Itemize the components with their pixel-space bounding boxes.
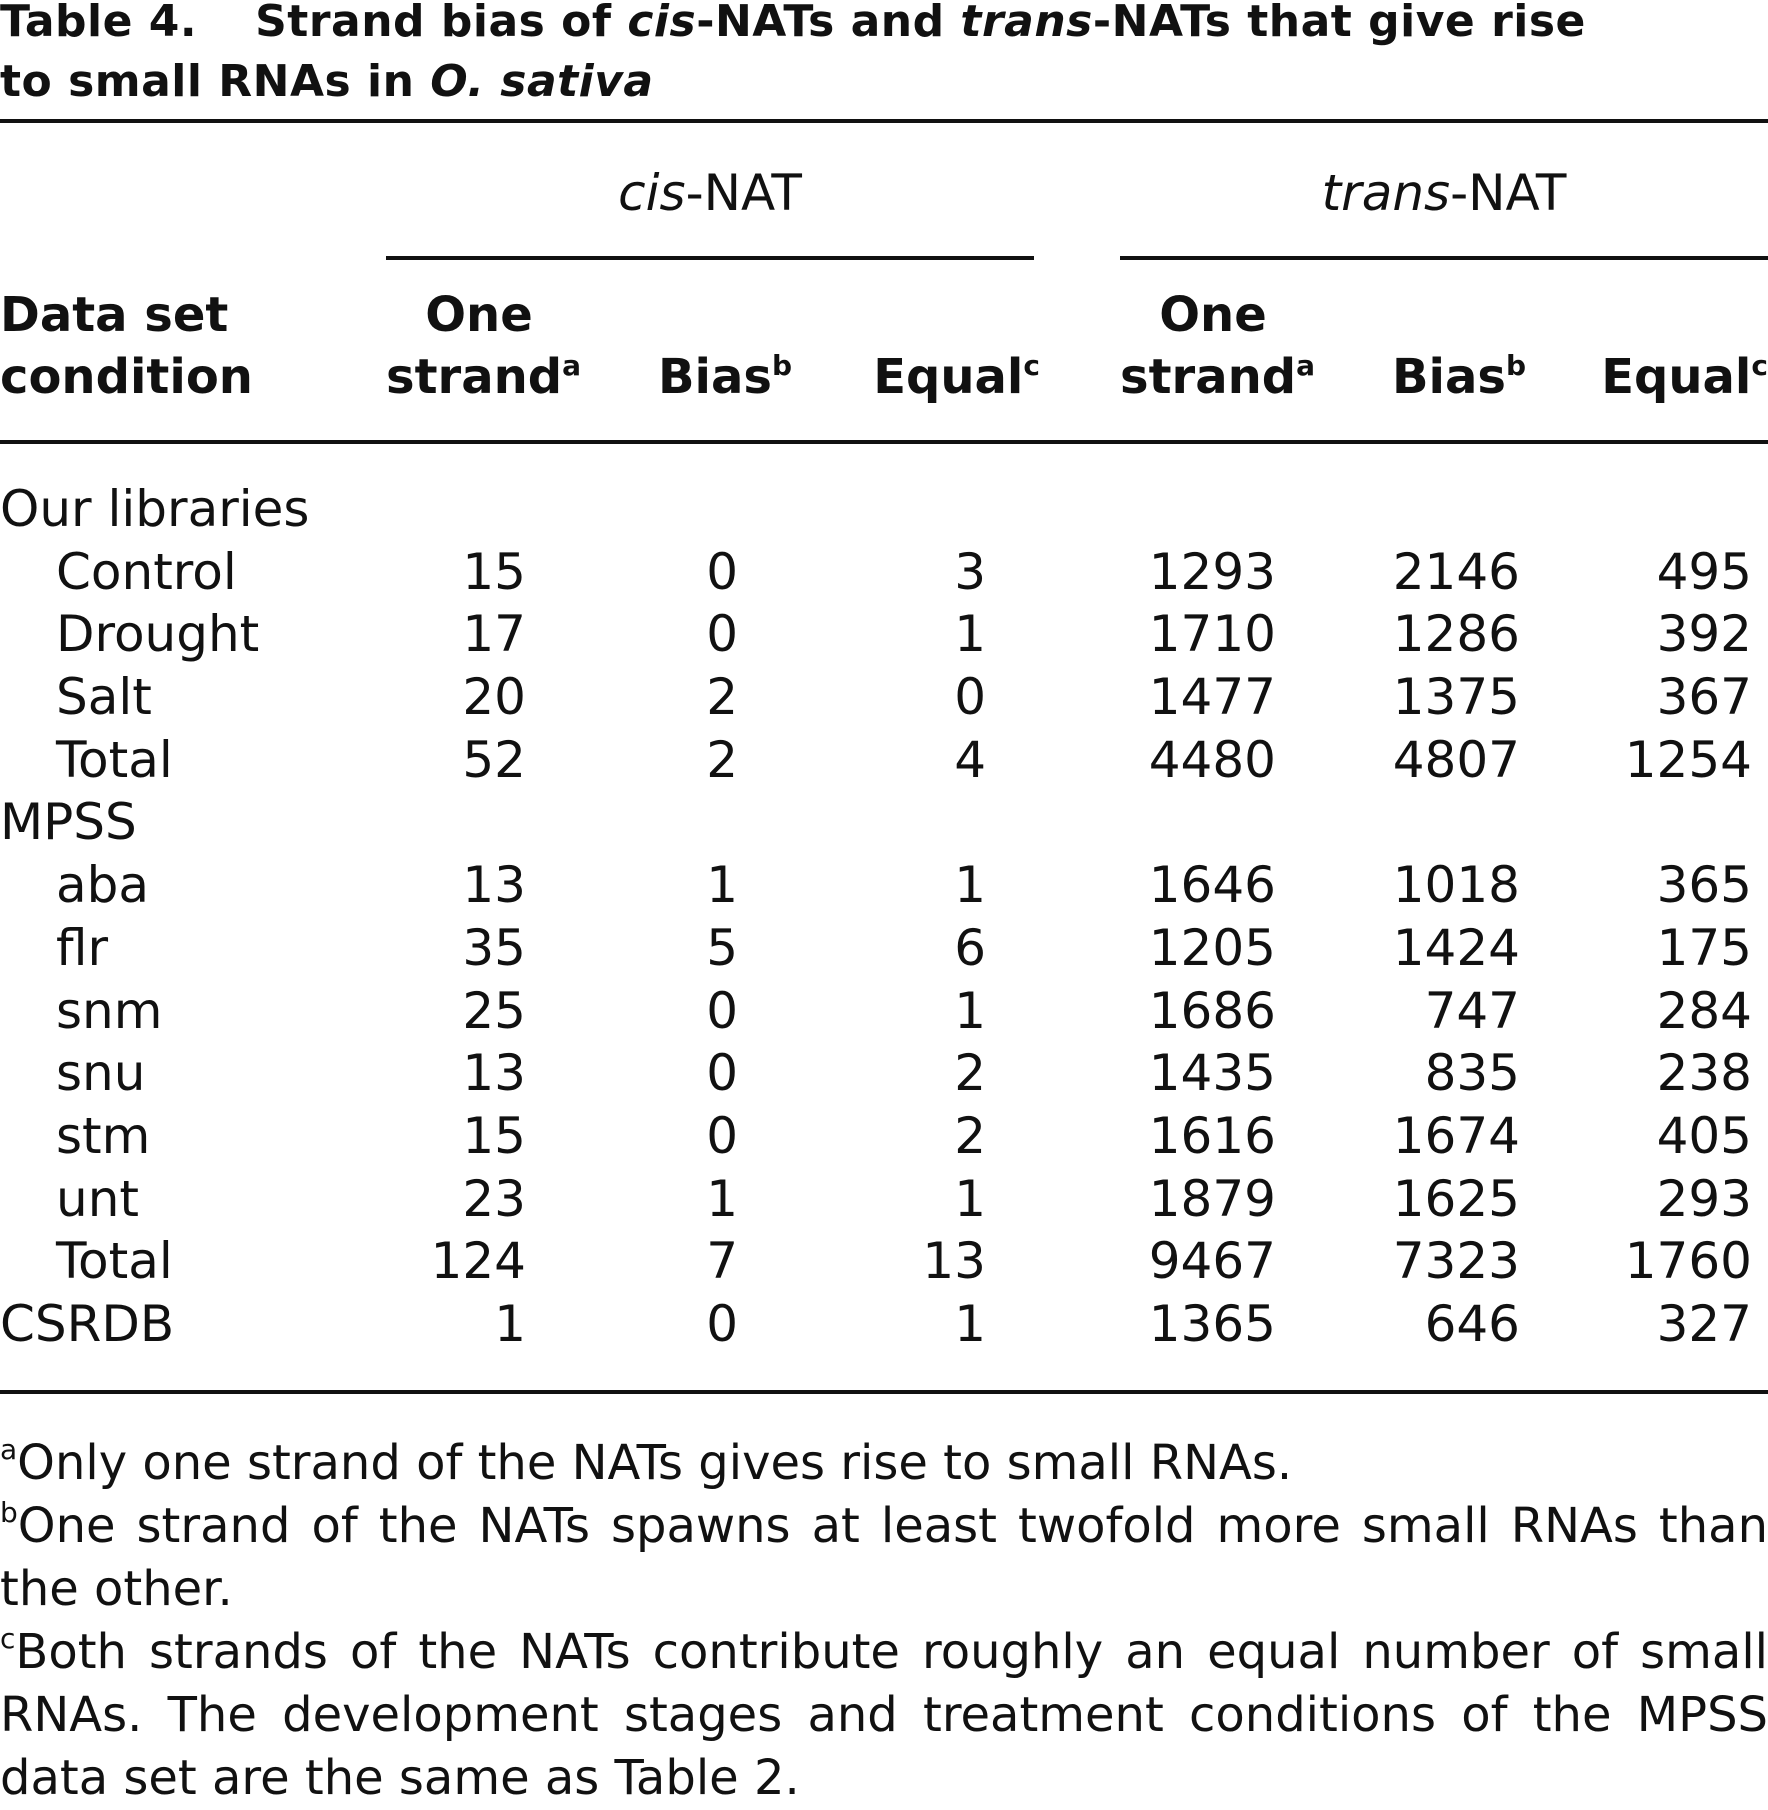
- dataset-header-line1: Data set: [0, 287, 229, 343]
- trans-equal-value: 327: [1656, 1294, 1752, 1353]
- column-header-trans-equal: [1596, 346, 1768, 408]
- trans-bias-value: 1674: [1392, 1106, 1520, 1165]
- table-row: [0, 666, 1768, 729]
- trans-one-footnote-mark: a: [1296, 349, 1316, 382]
- header-rule: [0, 440, 1768, 444]
- row-label: Total: [56, 730, 173, 789]
- cis-one-strand-value: 124: [430, 1232, 526, 1291]
- trans-bias-value: 1375: [1392, 668, 1520, 727]
- trans-bias-value: 2146: [1392, 542, 1520, 601]
- row-label: stm: [56, 1106, 151, 1165]
- group-header-cis-nat: [386, 158, 1034, 228]
- trans-one-line1: One: [1159, 287, 1267, 343]
- table-row: [0, 1168, 1768, 1231]
- dataset-header-line2: condition: [0, 349, 253, 405]
- trans-one-strand-value: 1616: [1148, 1106, 1276, 1165]
- cis-one-line2: [386, 346, 582, 408]
- trans-equal-value: 367: [1656, 668, 1752, 727]
- cis-bias-text: Bias: [657, 349, 772, 405]
- title-line2-text: to small RNAs in: [0, 56, 431, 107]
- trans-bias-value: 835: [1424, 1044, 1520, 1103]
- cis-one-strand-value: 17: [462, 605, 526, 664]
- table-row: [0, 917, 1768, 980]
- title-line2: [0, 52, 1768, 112]
- trans-equal-value: 293: [1656, 1169, 1752, 1228]
- footnote-c-mark: c: [0, 1622, 16, 1655]
- cis-one-strand-value: 35: [462, 918, 526, 977]
- table-row: [0, 478, 1768, 541]
- column-header-cis-one-strand: [386, 284, 582, 408]
- trans-one-strand-value: 1646: [1148, 856, 1276, 915]
- footnote-a-mark: a: [0, 1433, 18, 1466]
- trans-bias-text: Bias: [1391, 349, 1506, 405]
- bottom-rule: [0, 1390, 1768, 1394]
- row-label: Salt: [56, 668, 152, 727]
- table-body: [0, 478, 1768, 1356]
- trans-one-strand-value: 1205: [1148, 918, 1276, 977]
- trans-one-strand-value: 1710: [1148, 605, 1276, 664]
- cis-equal-value: 1: [954, 856, 986, 915]
- cis-equal-footnote-mark: c: [1023, 349, 1040, 382]
- cis-equal-value: 3: [954, 542, 986, 601]
- cis-bias-value: 1: [706, 856, 738, 915]
- cis-equal-value: 4: [954, 730, 986, 789]
- title-text-part1: Strand bias of: [255, 0, 628, 47]
- cis-bias-value: 0: [706, 1044, 738, 1103]
- table-row: [0, 1230, 1768, 1293]
- group-rule-cis: [386, 256, 1034, 260]
- cis-one-strand-value: 13: [462, 856, 526, 915]
- trans-equal-value: 1254: [1624, 730, 1752, 789]
- trans-one-strand-value: 1435: [1148, 1044, 1276, 1103]
- trans-one-strand-value: 9467: [1148, 1232, 1276, 1291]
- cis-equal-value: 1: [954, 1294, 986, 1353]
- row-label: Our libraries: [0, 480, 310, 538]
- trans-bias-value: 1018: [1392, 856, 1520, 915]
- footnote-b-text: One strand of the NATs spawns at least twofold more small RNAs than the other.: [0, 1498, 1768, 1617]
- row-label: aba: [56, 856, 150, 915]
- column-header-dataset: [0, 284, 253, 408]
- column-header-trans-one-strand: [1120, 284, 1316, 408]
- cis-equal-value: 2: [954, 1106, 986, 1165]
- title-species-italic: O. sativa: [430, 56, 654, 107]
- table-row: [0, 603, 1768, 666]
- trans-bias-value: 7323: [1392, 1232, 1520, 1291]
- table-number: Table 4.: [0, 0, 198, 47]
- cis-one-strand-value: 13: [462, 1044, 526, 1103]
- cis-bias-value: 0: [706, 1106, 738, 1165]
- trans-equal-value: 175: [1656, 918, 1752, 977]
- trans-one-strand-value: 1477: [1148, 668, 1276, 727]
- cis-bias-footnote-mark: b: [771, 349, 793, 382]
- title-text-part3: -NATs that give rise: [1092, 0, 1586, 47]
- group-header-trans-nat: [1120, 158, 1768, 228]
- trans-bias-value: 747: [1424, 981, 1520, 1040]
- trans-one-strand-value: 1293: [1148, 542, 1276, 601]
- row-label: CSRDB: [0, 1294, 175, 1353]
- footnote-c-text: Both strands of the NATs contribute roughly an equal number of small RNAs. The development stages and treatment conditions of the MPSS data set are the same as Table 2.: [0, 1624, 1768, 1806]
- table-row: [0, 791, 1768, 854]
- cis-bias-value: 5: [706, 918, 738, 977]
- trans-bias-value: 1625: [1392, 1169, 1520, 1228]
- cis-one-line1: One: [425, 287, 533, 343]
- footnote-a-text: Only one strand of the NATs gives rise to small RNAs.: [17, 1435, 1293, 1491]
- column-header-cis-bias: [640, 346, 810, 408]
- group-trans-suffix: -NAT: [1450, 164, 1567, 222]
- title-cis-italic: cis: [627, 0, 697, 47]
- cis-bias-value: 0: [706, 542, 738, 601]
- trans-one-strand-value: 4480: [1148, 730, 1276, 789]
- trans-one-line2-text: strand: [1120, 349, 1297, 405]
- trans-bias-value: 1286: [1392, 605, 1520, 664]
- row-label: flr: [56, 918, 109, 977]
- cis-one-strand-value: 15: [462, 542, 526, 601]
- trans-one-strand-value: 1879: [1148, 1169, 1276, 1228]
- cis-bias-value: 7: [706, 1232, 738, 1291]
- row-label: Control: [56, 542, 237, 601]
- table-row: [0, 1105, 1768, 1168]
- table-row: [0, 1042, 1768, 1105]
- trans-equal-value: 495: [1656, 542, 1752, 601]
- row-label: MPSS: [0, 793, 137, 852]
- table-title: [0, 0, 1768, 112]
- trans-one-strand-value: 1686: [1148, 981, 1276, 1040]
- footnote-b: [0, 1495, 1768, 1621]
- row-label: snm: [56, 981, 163, 1040]
- row-label: snu: [56, 1044, 146, 1103]
- cis-bias-value: 0: [706, 981, 738, 1040]
- column-header-trans-bias: [1374, 346, 1544, 408]
- group-cis-italic: cis: [618, 164, 686, 222]
- footnote-b-mark: b: [0, 1496, 18, 1529]
- table-row: [0, 854, 1768, 917]
- trans-equal-value: 284: [1656, 981, 1752, 1040]
- trans-equal-value: 365: [1656, 856, 1752, 915]
- cis-one-strand-value: 52: [462, 730, 526, 789]
- trans-bias-value: 4807: [1392, 730, 1520, 789]
- cis-one-strand-value: 15: [462, 1106, 526, 1165]
- trans-equal-value: 1760: [1624, 1232, 1752, 1291]
- cis-equal-value: 2: [954, 1044, 986, 1103]
- title-trans-italic: trans: [960, 0, 1093, 47]
- row-label: unt: [56, 1169, 139, 1228]
- title-text-part2: -NATs and: [696, 0, 961, 47]
- footnote-a: [0, 1432, 1768, 1495]
- cis-one-strand-value: 23: [462, 1169, 526, 1228]
- top-rule: [0, 119, 1768, 123]
- table-row: [0, 980, 1768, 1043]
- cis-one-line2-text: strand: [386, 349, 563, 405]
- cis-equal-value: 1: [954, 1169, 986, 1228]
- row-label: Drought: [56, 605, 260, 664]
- cis-bias-value: 0: [706, 605, 738, 664]
- cis-bias-value: 2: [706, 730, 738, 789]
- trans-equal-text: Equal: [1601, 349, 1752, 405]
- trans-bias-value: 1424: [1392, 918, 1520, 977]
- trans-one-strand-value: 1365: [1148, 1294, 1276, 1353]
- cis-one-strand-value: 20: [462, 668, 526, 727]
- cis-one-strand-value: 25: [462, 981, 526, 1040]
- trans-bias-footnote-mark: b: [1505, 349, 1527, 382]
- cis-equal-text: Equal: [873, 349, 1024, 405]
- cis-equal-value: 6: [954, 918, 986, 977]
- trans-equal-value: 392: [1656, 605, 1752, 664]
- column-header-cis-equal: [860, 346, 1040, 408]
- cis-one-footnote-mark: a: [562, 349, 582, 382]
- trans-equal-value: 238: [1656, 1044, 1752, 1103]
- trans-equal-footnote-mark: c: [1751, 349, 1768, 382]
- table-footnotes: [0, 1432, 1768, 1810]
- footnote-c: [0, 1621, 1768, 1810]
- table-row: [0, 1293, 1768, 1356]
- cis-bias-value: 1: [706, 1169, 738, 1228]
- cis-equal-value: 1: [954, 981, 986, 1040]
- group-rule-trans: [1120, 256, 1768, 260]
- cis-one-strand-value: 1: [494, 1294, 526, 1353]
- group-trans-italic: trans: [1321, 164, 1451, 222]
- cis-equal-value: 13: [922, 1232, 986, 1291]
- group-cis-suffix: -NAT: [685, 164, 802, 222]
- cis-bias-value: 0: [706, 1294, 738, 1353]
- table-row: [0, 729, 1768, 792]
- cis-bias-value: 2: [706, 668, 738, 727]
- table-row: [0, 541, 1768, 604]
- cis-equal-value: 1: [954, 605, 986, 664]
- trans-equal-value: 405: [1656, 1106, 1752, 1165]
- row-label: Total: [56, 1232, 173, 1291]
- cis-equal-value: 0: [954, 668, 986, 727]
- trans-bias-value: 646: [1424, 1294, 1520, 1353]
- trans-one-line2: [1120, 346, 1316, 408]
